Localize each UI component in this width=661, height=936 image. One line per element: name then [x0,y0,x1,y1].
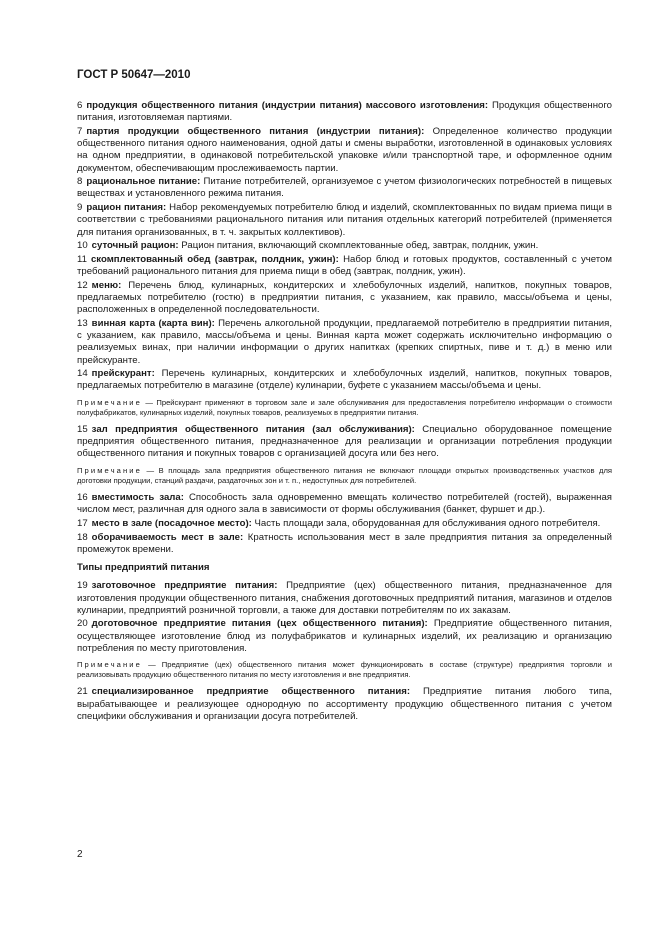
note-1: Примечание — Прейскурант применяют в торговом зале и зале обслуживания для предоставления потребителю информации о стоимости полуфабрикатов, кулинарных изделий, покупных товаров, реализуемых в предприятии питания. [77,397,612,417]
term-11: 11 скомплектованный обед (завтрак, полдник, ужин): Набор блюд и готовых продуктов, составленный с учетом требований рационального питания для приема пищи в обед (завтрак, полдник, ужин). [77,253,612,278]
term-10: 10 суточный рацион: Рацион питания, включающий скомплектованные обед, завтрак, полдник, ужин. [77,240,539,252]
note-2: Примечание — В площадь зала предприятия общественного питания не включают площади открытых производственных участков для доготовки продукции, станций раздачи, раздаточных зон и т. п., недоступных для потребителей. [77,465,612,485]
term-7: 7 партия продукции общественного питания (индустрии питания): Определенное количество продукции общественного питания одного наименования, одной даты и смены выработки, изготовленной в одинаковых условиях на одном предприятии, в одинаковой потребительской упаковке и/или транспортной таре, и оформленное одним документом, обеспечивающим прослеживаемость партии. [77,125,612,174]
term-17: 17 место в зале (посадочное место): Часть площади зала, оборудованная для обслуживания одного потребителя. [77,518,601,529]
document-body [77,100,612,725]
term-18: 18 оборачиваемость мест в зале: Кратность использования мест в зале предприятия питания за определенный промежуток времени. [77,531,612,555]
section-heading: Типы предприятий питания [77,562,210,574]
term-12: 12 меню: Перечень блюд, кулинарных, кондитерских и хлебобулочных изделий, напитков, покупных товаров, предлагаемых потребителю (гостю) в предприятии питания, с указанием, как правило, массы/объема и цены, расположенных в определенной последовательности. [77,279,612,316]
term-20: 20 доготовочное предприятие питания (цех общественного питания): Предприятие общественного питания, осуществляющее изготовление блюд из полуфабрикатов и кулинарных изделий, их реализацию и организацию потребления по месту приготовления. [77,618,612,654]
term-6: 6 продукция общественного питания (индустрии питания) массового изготовления: Продукция общественного питания, изготовляемая партиями. [77,100,612,124]
term-19: 19 заготовочное предприятие питания: Предприятие (цех) общественного питания, предназначенное для изготовления продукции общественного питания, снабжения доготовочных предприятий питания, магазинов и отделов кулинарии, предприятий розничной торговли, а также для доставки потребителям по их заказам. [77,580,612,616]
term-9: 9 рацион питания: Набор рекомендуемых потребителю блюд и изделий, скомплектованных по видам приема пищи в соответствии с требованиями рационального питания или питания отдельных категорий потребителей (применяется для питания организованных, в т. ч. закрытых коллективов). [77,202,613,238]
term-14: 14 прейскурант: Перечень кулинарных, кондитерских и хлебобулочных изделий, напитков, покупных товаров, предлагаемых потребителю в магазине (отделе) кулинарии, буфете с указанием массы/объема и цены. [77,368,612,392]
term-13: 13 винная карта (карта вин): Перечень алкогольной продукции, предлагаемой потребителю в предприятии питания, с указанием, как правило, массы/объема и цены. Винная карта может содержать исключительно информацию о реализуемых винах, при наличии информации о других напитках (крепких спиртных, пиве и т. д.) в меню или прейскуранте. [77,317,612,366]
term-8: 8 рациональное питание: Питание потребителей, организуемое с учетом физиологических потребностей в пищевых веществах и установленного режима питания. [77,176,612,200]
term-15: 15 зал предприятия общественного питания (зал обслуживания): Специально оборудованное помещение предприятия общественного питания, предназначенное для реализации и организации потребления продукции общественного питания и покупных товаров с организацией досуга или без него. [77,424,612,460]
note-3: Примечание — Предприятие (цех) общественного питания может функционировать в составе (структуре) предприятия торговли и реализовывать продукцию общественного питания по месту изготовления и вне предприятия. [77,660,612,680]
term-21: 21 специализированное предприятие общественного питания: Предприятие питания любого типа, вырабатывающее и реализующее однородную по ассортименту продукцию общественного питания с учетом специфики обслуживания и организации досуга потребителей. [77,686,612,722]
page-number: 2 [77,849,83,860]
term-16: 16 вместимость зала: Способность зала одновременно вмещать количество потребителей (гостей), выраженная числом мест, различная для одного зала в зависимости от формы обслуживания (банкет, фуршет и др.). [77,492,612,516]
document-header: ГОСТ Р 50647—2010 [77,69,191,81]
